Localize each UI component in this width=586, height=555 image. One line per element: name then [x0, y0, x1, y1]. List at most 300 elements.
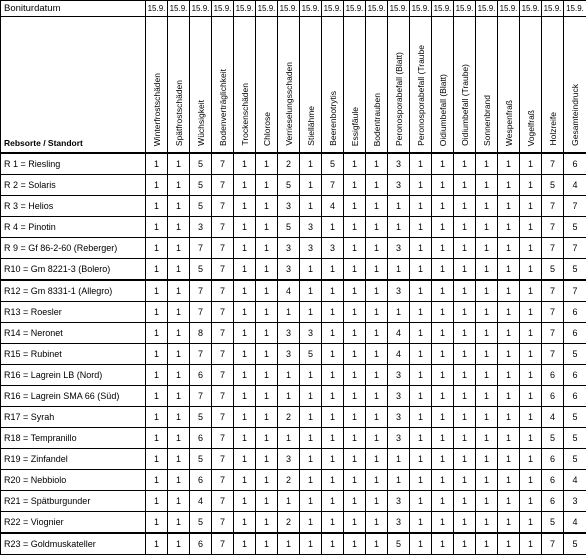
score-cell: 1	[234, 196, 256, 217]
criterion-header	[432, 17, 454, 154]
score-cell: 1	[476, 533, 498, 555]
score-cell: 1	[322, 365, 344, 386]
variety-name: R22 = Viognier	[1, 512, 146, 534]
score-cell: 1	[520, 344, 542, 365]
score-cell: 1	[256, 238, 278, 259]
score-cell: 1	[498, 196, 520, 217]
score-cell: 3	[190, 217, 212, 238]
score-cell: 1	[432, 386, 454, 407]
variety-name: R17 = Syrah	[1, 407, 146, 428]
score-cell: 1	[454, 491, 476, 512]
score-cell: 7	[542, 323, 564, 344]
score-cell: 1	[300, 386, 322, 407]
score-cell: 1	[168, 365, 190, 386]
variety-name: R23 = Goldmuskateller	[1, 533, 146, 555]
score-cell: 7	[542, 217, 564, 238]
score-cell: 1	[454, 238, 476, 259]
score-cell: 1	[168, 238, 190, 259]
score-cell: 1	[146, 238, 168, 259]
score-cell: 1	[520, 470, 542, 491]
score-cell: 1	[410, 533, 432, 555]
score-cell: 6	[564, 323, 586, 344]
criterion-header	[454, 17, 476, 154]
score-cell: 5	[190, 153, 212, 175]
score-cell: 1	[520, 449, 542, 470]
criterion-label: Wüchsigkeit	[195, 100, 207, 150]
score-cell: 1	[322, 407, 344, 428]
score-cell: 1	[278, 491, 300, 512]
date-cell: 15.9.	[542, 1, 564, 17]
score-cell: 1	[168, 153, 190, 175]
score-cell: 1	[432, 470, 454, 491]
score-cell: 1	[300, 302, 322, 323]
score-cell: 1	[256, 175, 278, 196]
score-cell: 1	[322, 533, 344, 555]
score-cell: 1	[410, 217, 432, 238]
score-cell: 1	[168, 259, 190, 281]
score-cell: 7	[212, 153, 234, 175]
score-cell: 1	[476, 302, 498, 323]
score-cell: 1	[256, 153, 278, 175]
score-cell: 1	[498, 449, 520, 470]
score-cell: 5	[564, 533, 586, 555]
score-cell: 1	[322, 428, 344, 449]
date-cell: 15.9.	[322, 1, 344, 17]
table-row	[1, 280, 586, 302]
score-cell: 1	[454, 344, 476, 365]
score-cell: 1	[476, 407, 498, 428]
score-cell: 1	[366, 449, 388, 470]
score-cell: 1	[520, 302, 542, 323]
score-cell: 1	[300, 407, 322, 428]
criterion-label: Bodentrauben	[371, 93, 383, 150]
score-cell: 1	[256, 407, 278, 428]
score-cell: 7	[542, 344, 564, 365]
score-cell: 1	[234, 365, 256, 386]
score-cell: 1	[388, 259, 410, 281]
score-cell: 1	[410, 302, 432, 323]
score-cell: 1	[366, 280, 388, 302]
score-cell: 1	[366, 533, 388, 555]
table-row	[1, 533, 586, 555]
score-cell: 6	[190, 470, 212, 491]
score-cell: 4	[388, 323, 410, 344]
score-cell: 1	[256, 386, 278, 407]
criterion-header	[564, 17, 586, 154]
score-cell: 1	[300, 449, 322, 470]
score-cell: 1	[344, 196, 366, 217]
score-cell: 1	[520, 280, 542, 302]
date-cell: 15.9.	[256, 1, 278, 17]
criterion-header	[366, 17, 388, 154]
score-cell: 3	[388, 407, 410, 428]
score-cell: 3	[388, 491, 410, 512]
score-cell: 1	[454, 512, 476, 534]
score-cell: 1	[256, 533, 278, 555]
score-cell: 1	[366, 428, 388, 449]
criterion-label: Sonnenbrand	[481, 95, 493, 150]
criterion-label: Holzreife	[547, 112, 559, 150]
score-cell: 1	[256, 449, 278, 470]
table-row	[1, 491, 586, 512]
score-cell: 1	[520, 259, 542, 281]
score-cell: 1	[476, 323, 498, 344]
score-cell: 1	[432, 196, 454, 217]
score-cell: 7	[212, 302, 234, 323]
score-cell: 1	[344, 302, 366, 323]
score-cell: 1	[476, 449, 498, 470]
score-cell: 1	[234, 175, 256, 196]
table-row	[1, 153, 586, 175]
criterion-header	[476, 17, 498, 154]
variety-name: R13 = Roesler	[1, 302, 146, 323]
score-cell: 1	[410, 491, 432, 512]
date-cell: 15.9.	[432, 1, 454, 17]
score-cell: 1	[498, 302, 520, 323]
score-cell: 1	[344, 259, 366, 281]
criterion-header	[146, 17, 168, 154]
score-cell: 1	[168, 428, 190, 449]
score-cell: 1	[476, 386, 498, 407]
score-cell: 1	[476, 196, 498, 217]
score-cell: 1	[256, 512, 278, 534]
score-cell: 1	[432, 302, 454, 323]
score-cell: 1	[234, 259, 256, 281]
score-cell: 3	[300, 238, 322, 259]
score-cell: 1	[300, 153, 322, 175]
score-cell: 1	[300, 512, 322, 534]
score-cell: 1	[234, 491, 256, 512]
score-cell: 5	[542, 259, 564, 281]
variety-name: R21 = Spätburgunder	[1, 491, 146, 512]
score-cell: 3	[322, 238, 344, 259]
criterion-header	[520, 17, 542, 154]
score-cell: 1	[498, 217, 520, 238]
criterion-label: Wespenfraß	[503, 100, 515, 150]
score-cell: 1	[168, 407, 190, 428]
score-cell: 1	[256, 470, 278, 491]
score-cell: 1	[234, 344, 256, 365]
score-cell: 6	[190, 428, 212, 449]
score-cell: 1	[498, 428, 520, 449]
table-row	[1, 449, 586, 470]
score-cell: 5	[388, 533, 410, 555]
score-cell: 1	[410, 407, 432, 428]
score-cell: 3	[388, 512, 410, 534]
score-cell: 7	[322, 175, 344, 196]
score-cell: 7	[212, 491, 234, 512]
score-cell: 7	[542, 280, 564, 302]
variety-name: R20 = Nebbiolo	[1, 470, 146, 491]
score-cell: 7	[542, 153, 564, 175]
score-cell: 1	[410, 153, 432, 175]
criterion-header	[278, 17, 300, 154]
table-row	[1, 302, 586, 323]
score-cell: 1	[432, 153, 454, 175]
score-cell: 7	[212, 259, 234, 281]
score-cell: 1	[454, 365, 476, 386]
score-cell: 6	[564, 365, 586, 386]
score-cell: 1	[344, 217, 366, 238]
score-cell: 1	[366, 323, 388, 344]
score-cell: 1	[168, 323, 190, 344]
score-cell: 1	[300, 533, 322, 555]
score-cell: 6	[190, 365, 212, 386]
score-cell: 1	[344, 175, 366, 196]
score-cell: 1	[520, 196, 542, 217]
score-cell: 1	[366, 175, 388, 196]
score-cell: 7	[212, 280, 234, 302]
score-cell: 1	[476, 217, 498, 238]
criterion-label: Oidiumbefall (Traube)	[459, 64, 471, 150]
score-cell: 1	[168, 449, 190, 470]
score-cell: 1	[344, 512, 366, 534]
score-cell: 1	[366, 259, 388, 281]
score-cell: 1	[234, 280, 256, 302]
criterion-header	[388, 17, 410, 154]
score-cell: 1	[234, 470, 256, 491]
score-cell: 7	[564, 280, 586, 302]
criterion-label: Beerenbotrytis	[327, 91, 339, 150]
score-cell: 1	[432, 217, 454, 238]
score-cell: 1	[234, 533, 256, 555]
score-cell: 5	[542, 428, 564, 449]
score-cell: 1	[146, 153, 168, 175]
score-cell: 1	[366, 302, 388, 323]
score-cell: 1	[498, 280, 520, 302]
score-cell: 5	[564, 428, 586, 449]
score-cell: 5	[300, 344, 322, 365]
score-cell: 1	[344, 491, 366, 512]
score-cell: 1	[256, 365, 278, 386]
score-cell: 1	[322, 302, 344, 323]
score-cell: 1	[234, 449, 256, 470]
score-cell: 8	[190, 323, 212, 344]
score-cell: 1	[410, 365, 432, 386]
score-cell: 1	[498, 238, 520, 259]
criterion-label: Winterfrostschäden	[151, 73, 163, 150]
score-cell: 1	[432, 449, 454, 470]
corner-label: Boniturdatum	[1, 1, 146, 17]
score-cell: 1	[454, 217, 476, 238]
criterion-label: Bodenverträglichkeit	[217, 69, 229, 150]
score-cell: 1	[388, 449, 410, 470]
score-cell: 5	[564, 217, 586, 238]
score-cell: 1	[366, 196, 388, 217]
score-cell: 1	[366, 238, 388, 259]
score-cell: 1	[344, 323, 366, 344]
score-cell: 1	[432, 259, 454, 281]
score-cell: 7	[212, 217, 234, 238]
score-cell: 5	[542, 175, 564, 196]
score-cell: 1	[146, 302, 168, 323]
score-cell: 1	[454, 386, 476, 407]
criterion-header	[410, 17, 432, 154]
variety-name: R15 = Rubinet	[1, 344, 146, 365]
score-cell: 1	[146, 533, 168, 555]
score-cell: 1	[520, 491, 542, 512]
score-cell: 3	[278, 323, 300, 344]
score-cell: 1	[300, 175, 322, 196]
score-cell: 1	[146, 259, 168, 281]
score-cell: 1	[410, 175, 432, 196]
table-row	[1, 175, 586, 196]
score-cell: 1	[344, 280, 366, 302]
score-cell: 1	[498, 259, 520, 281]
score-cell: 1	[520, 512, 542, 534]
score-cell: 5	[278, 217, 300, 238]
score-cell: 1	[498, 470, 520, 491]
score-cell: 1	[520, 533, 542, 555]
score-cell: 1	[410, 470, 432, 491]
score-cell: 1	[234, 512, 256, 534]
score-cell: 1	[344, 344, 366, 365]
score-cell: 1	[432, 512, 454, 534]
table-row	[1, 196, 586, 217]
score-cell: 1	[146, 491, 168, 512]
score-cell: 7	[212, 365, 234, 386]
score-cell: 1	[520, 407, 542, 428]
score-cell: 1	[344, 238, 366, 259]
score-cell: 1	[322, 470, 344, 491]
score-cell: 1	[454, 302, 476, 323]
score-cell: 1	[410, 386, 432, 407]
score-cell: 1	[234, 153, 256, 175]
score-cell: 1	[476, 491, 498, 512]
score-cell: 1	[432, 238, 454, 259]
criterion-label: Essigfäule	[349, 107, 361, 150]
variety-name: R10 = Gm 8221-3 (Bolero)	[1, 259, 146, 281]
score-cell: 1	[300, 428, 322, 449]
score-cell: 7	[542, 533, 564, 555]
score-cell: 5	[278, 175, 300, 196]
score-cell: 1	[366, 344, 388, 365]
score-cell: 7	[212, 238, 234, 259]
score-cell: 1	[168, 196, 190, 217]
score-cell: 1	[168, 175, 190, 196]
variety-name: R 4 = Pinotin	[1, 217, 146, 238]
score-cell: 1	[278, 386, 300, 407]
score-cell: 6	[542, 365, 564, 386]
score-cell: 7	[212, 470, 234, 491]
score-cell: 3	[278, 449, 300, 470]
variety-name: R16 = Lagrein SMA 66 (Süd)	[1, 386, 146, 407]
score-cell: 7	[212, 196, 234, 217]
score-cell: 5	[190, 449, 212, 470]
score-cell: 1	[476, 153, 498, 175]
score-cell: 3	[278, 259, 300, 281]
score-cell: 7	[212, 428, 234, 449]
score-cell: 1	[234, 217, 256, 238]
score-cell: 1	[432, 280, 454, 302]
score-cell: 1	[498, 533, 520, 555]
criterion-label: Gesamteindruck	[569, 84, 581, 150]
score-cell: 4	[322, 196, 344, 217]
score-cell: 5	[190, 196, 212, 217]
score-cell: 1	[278, 428, 300, 449]
score-cell: 1	[476, 238, 498, 259]
score-cell: 1	[322, 344, 344, 365]
score-cell: 1	[498, 175, 520, 196]
score-cell: 1	[256, 323, 278, 344]
standort-header: Rebsorte / Standort	[1, 17, 146, 154]
score-cell: 1	[146, 196, 168, 217]
score-cell: 5	[564, 407, 586, 428]
score-cell: 1	[410, 428, 432, 449]
score-cell: 4	[388, 344, 410, 365]
score-cell: 1	[498, 491, 520, 512]
score-cell: 1	[388, 196, 410, 217]
score-cell: 1	[146, 323, 168, 344]
score-cell: 6	[190, 533, 212, 555]
score-cell: 3	[300, 323, 322, 344]
score-cell: 1	[256, 196, 278, 217]
score-cell: 1	[520, 217, 542, 238]
date-cell: 15.9.	[498, 1, 520, 17]
score-cell: 1	[432, 344, 454, 365]
criterion-label: Spätfrostschäden	[173, 80, 185, 150]
score-cell: 5	[564, 344, 586, 365]
score-cell: 6	[542, 491, 564, 512]
score-cell: 1	[322, 259, 344, 281]
variety-name: R 9 = Gf 86-2-60 (Reberger)	[1, 238, 146, 259]
score-cell: 1	[146, 470, 168, 491]
score-cell: 1	[146, 217, 168, 238]
date-row	[1, 1, 586, 17]
variety-name: R14 = Neronet	[1, 323, 146, 344]
score-cell: 2	[278, 512, 300, 534]
criterion-header	[256, 17, 278, 154]
score-cell: 1	[168, 533, 190, 555]
score-cell: 1	[322, 323, 344, 344]
score-cell: 1	[432, 175, 454, 196]
score-cell: 1	[234, 238, 256, 259]
criterion-header	[542, 17, 564, 154]
score-cell: 1	[454, 470, 476, 491]
score-cell: 1	[476, 344, 498, 365]
score-cell: 1	[168, 280, 190, 302]
score-cell: 3	[278, 344, 300, 365]
score-cell: 1	[410, 449, 432, 470]
score-cell: 1	[146, 280, 168, 302]
score-cell: 1	[256, 259, 278, 281]
date-cell: 15.9.	[410, 1, 432, 17]
score-cell: 6	[542, 449, 564, 470]
variety-name: R 1 = Riesling	[1, 153, 146, 175]
score-cell: 1	[498, 386, 520, 407]
score-cell: 7	[542, 196, 564, 217]
score-cell: 7	[212, 407, 234, 428]
score-cell: 6	[564, 386, 586, 407]
date-cell: 15.9.	[278, 1, 300, 17]
criterion-label: Peronosporabefall (Blatt)	[393, 52, 405, 150]
score-cell: 1	[520, 365, 542, 386]
score-cell: 1	[256, 344, 278, 365]
date-cell: 15.9.	[476, 1, 498, 17]
score-cell: 3	[388, 280, 410, 302]
score-cell: 1	[234, 428, 256, 449]
table-row	[1, 365, 586, 386]
score-cell: 1	[498, 153, 520, 175]
score-cell: 1	[300, 470, 322, 491]
score-cell: 5	[190, 512, 212, 534]
score-cell: 1	[454, 407, 476, 428]
score-cell: 1	[366, 153, 388, 175]
score-cell: 1	[432, 365, 454, 386]
score-cell: 1	[278, 302, 300, 323]
score-cell: 1	[366, 386, 388, 407]
score-cell: 1	[410, 259, 432, 281]
